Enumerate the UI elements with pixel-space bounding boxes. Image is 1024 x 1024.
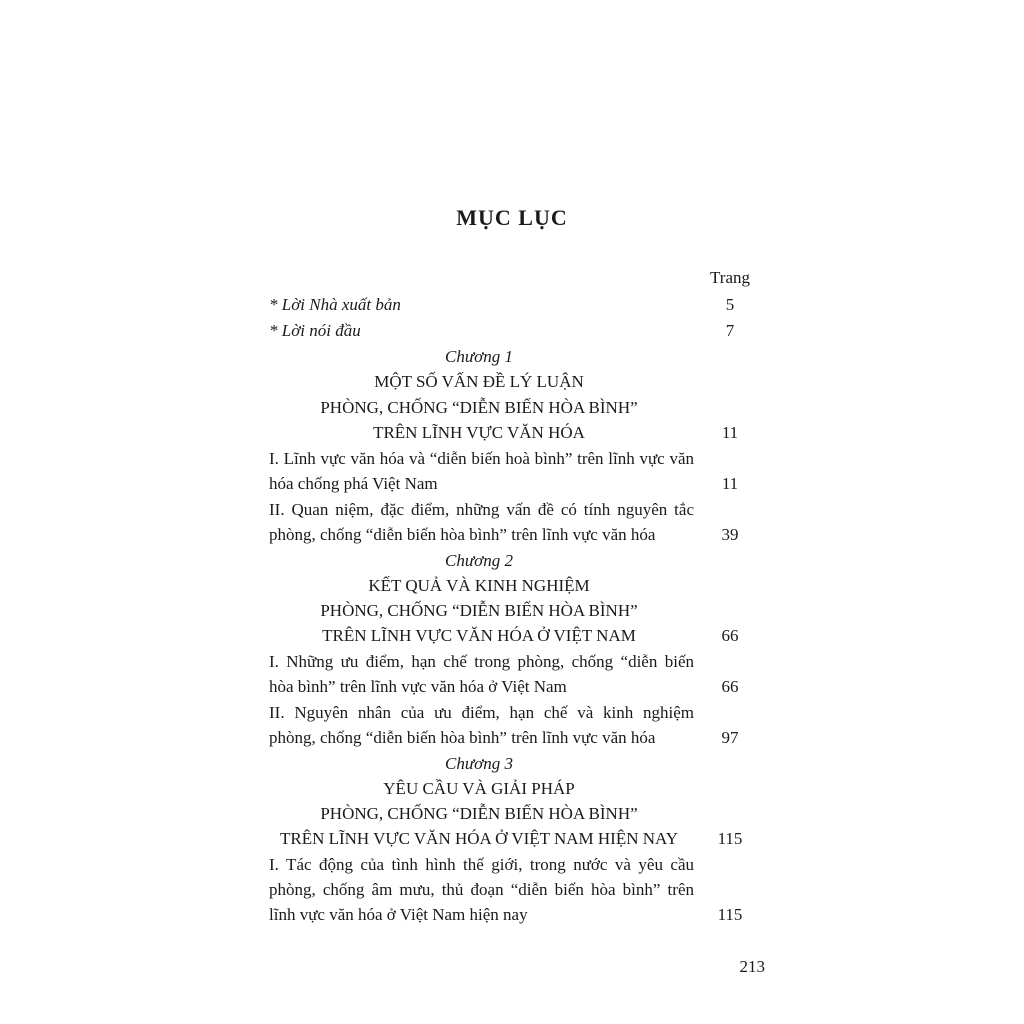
- section-line: II. Nguyên nhân của ưu điểm, hạn chế và kinh nghiệm: [269, 703, 694, 722]
- section-page: 11: [721, 474, 739, 493]
- page-number: 213: [739, 957, 765, 976]
- chapter-heading-line: MỘT SỐ VẤN ĐỀ LÝ LUẬN: [374, 372, 584, 391]
- chapter-heading-line: PHÒNG, CHỐNG “DIỄN BIẾN HÒA BÌNH”: [320, 804, 638, 823]
- chapter-page: 115: [717, 829, 743, 848]
- chapter-heading-line: TRÊN LĨNH VỰC VĂN HÓA Ở VIỆT NAM: [322, 626, 636, 645]
- chapter-page: 11: [721, 423, 739, 442]
- chapter-label: Chương 3: [445, 754, 513, 773]
- toc-entry-preface: * Lời nói đầu: [269, 321, 361, 340]
- chapter-heading-line: PHÒNG, CHỐNG “DIỄN BIẾN HÒA BÌNH”: [320, 398, 638, 417]
- section-page: 97: [721, 728, 739, 747]
- section-page: 66: [721, 677, 739, 696]
- page-column-label: Trang: [710, 268, 750, 287]
- toc-entry-page: 5: [725, 295, 735, 314]
- section-page: 39: [721, 525, 739, 544]
- chapter-heading-line: TRÊN LĨNH VỰC VĂN HÓA Ở VIỆT NAM HIỆN NAY: [279, 829, 679, 848]
- toc-entry-page: 7: [725, 321, 735, 340]
- section-line: I. Những ưu điểm, hạn chế trong phòng, chống “diễn biến: [269, 652, 694, 671]
- chapter-heading-line: PHÒNG, CHỐNG “DIỄN BIẾN HÒA BÌNH”: [320, 601, 638, 620]
- section-line: II. Quan niệm, đặc điểm, những vấn đề có tính nguyên tắc: [269, 500, 694, 519]
- section-line: I. Lĩnh vực văn hóa và “diễn biến hoà bình” trên lĩnh vực văn: [269, 449, 694, 468]
- chapter-heading-line: YÊU CẦU VÀ GIẢI PHÁP: [383, 779, 575, 798]
- page-title: MỤC LỤC: [456, 205, 568, 230]
- section-line: hòa bình” trên lĩnh vực văn hóa ở Việt Nam: [269, 677, 567, 696]
- section-page: 115: [717, 905, 743, 924]
- chapter-label: Chương 2: [445, 551, 513, 570]
- toc-entry-publisher-note: * Lời Nhà xuất bản: [269, 295, 401, 314]
- chapter-label: Chương 1: [445, 347, 513, 366]
- chapter-heading-line: KẾT QUẢ VÀ KINH NGHIỆM: [368, 576, 590, 595]
- chapter-page: 66: [721, 626, 739, 645]
- section-line: phòng, chống âm mưu, thủ đoạn “diễn biến hòa bình” trên: [269, 880, 694, 899]
- chapter-heading-line: TRÊN LĨNH VỰC VĂN HÓA: [373, 423, 585, 442]
- section-line: lĩnh vực văn hóa ở Việt Nam hiện nay: [269, 905, 528, 924]
- section-line: I. Tác động của tình hình thế giới, trong nước và yêu cầu: [269, 855, 694, 874]
- section-line: hóa chống phá Việt Nam: [269, 474, 438, 493]
- section-line: phòng, chống “diễn biến hòa bình” trên lĩnh vực văn hóa: [269, 728, 656, 747]
- section-line: phòng, chống “diễn biến hòa bình” trên lĩnh vực văn hóa: [269, 525, 656, 544]
